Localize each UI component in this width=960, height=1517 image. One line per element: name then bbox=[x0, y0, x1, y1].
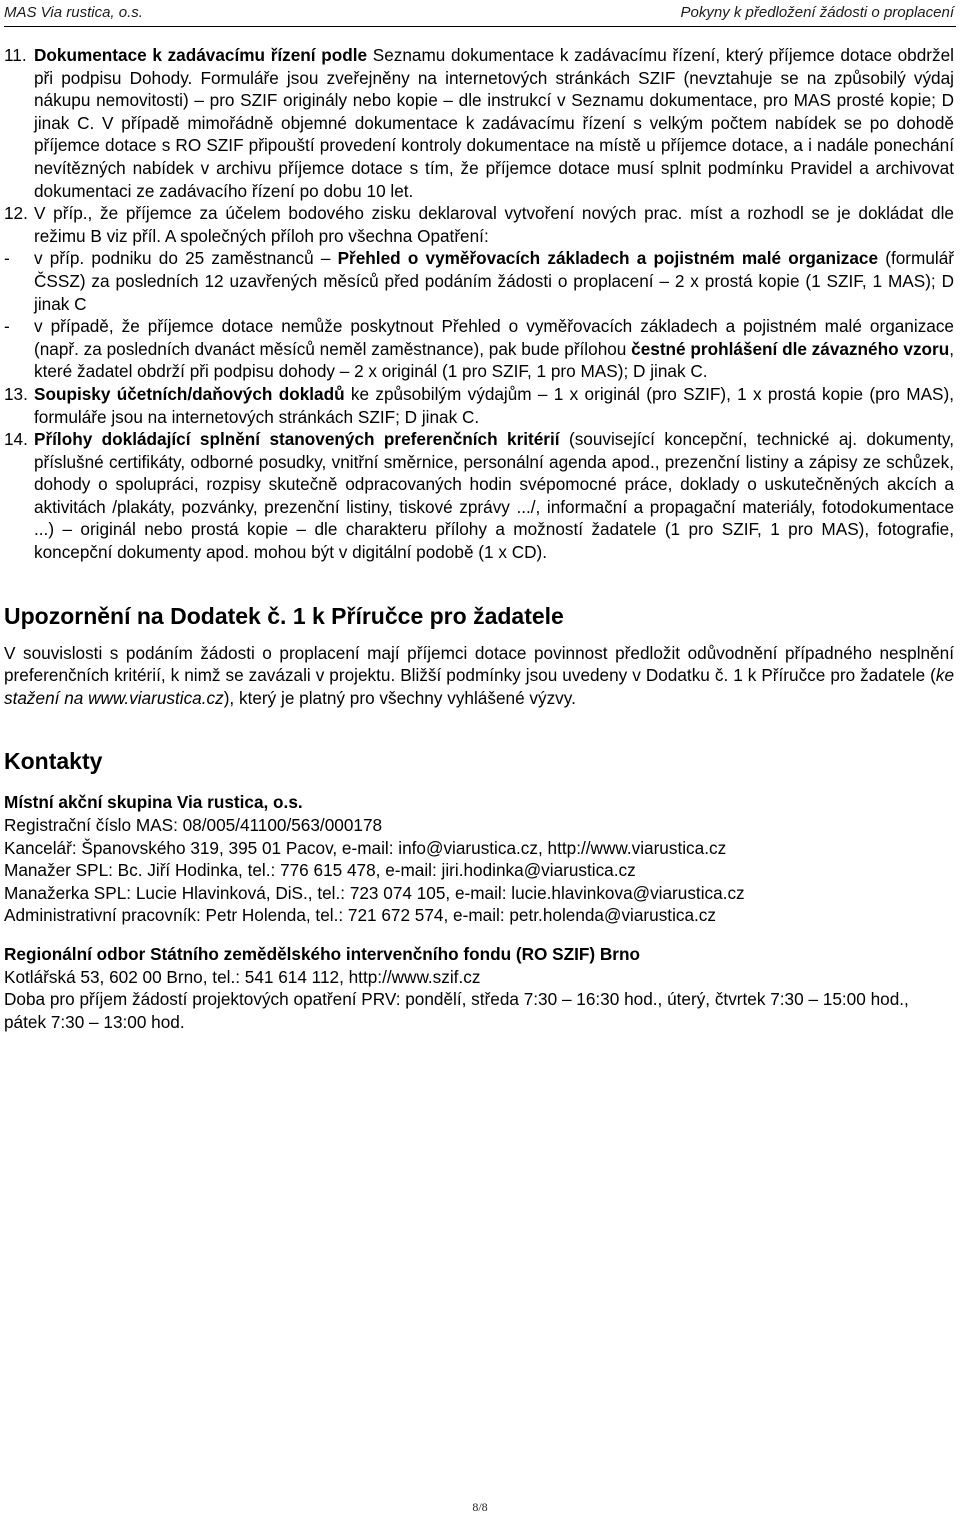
item-body: ke způsobilým výdajům – 1 x originál (pro SZIF), 1 x prostá kopie (pro MAS), formuláře jsou na internetových stránkách SZIF; D jinak C. bbox=[34, 383, 955, 427]
item-number: 12. bbox=[4, 203, 28, 224]
contact-mas-line: Manažer SPL: Bc. Jiří Hodinka, tel.: 776 615 478, e-mail: jiri.hodinka@viarustica.cz bbox=[4, 860, 636, 881]
item-text bbox=[34, 44, 954, 202]
dash-text-bold: Přehled o vyměřovacích základech a pojistném malé organizace bbox=[337, 248, 879, 269]
item-bold-lead: Dokumentace k zadávacímu řízení podle bbox=[34, 45, 368, 65]
contact-mas-line: Registrační číslo MAS: 08/005/41100/563/000178 bbox=[4, 815, 383, 836]
dash-text-pre: v příp. podniku do 25 zaměstnanců – bbox=[34, 248, 338, 269]
header-organization: MAS Via rustica, o.s. bbox=[4, 4, 143, 21]
dash-mark: - bbox=[4, 316, 10, 337]
upozorneni-link-note: ke stažení na www.viarustica.cz bbox=[4, 665, 954, 708]
contact-szif-address: Kotlářská 53, 602 00 Brno, tel.: 541 614 112, http://www.szif.cz bbox=[4, 966, 481, 987]
item-text bbox=[34, 428, 954, 564]
item-bold-lead: Přílohy dokládající splnění stanovených preferenčních kritérií bbox=[34, 429, 560, 450]
upozorneni-paragraph bbox=[4, 642, 954, 710]
section-heading-kontakty: Kontakty bbox=[4, 748, 103, 775]
dash-text-post: (formulář ČSSZ) za posledních 12 uzavřených měsíců před podáním žádosti o proplacení – 2 x prostá kopie (1 SZIF, 1 MAS); D jinak C bbox=[34, 248, 954, 314]
item-body: Seznamu dokumentace k zadávacímu řízení, který příjemce dotace obdržel při podpisu Dohody. Formuláře jsou zveřejněny na internetových stránkách SZIF (nevztahuje se na způsobilý výdaj nákupu nemovitosti) – pro SZIF originály nebo kopie – dle instrukcí v Seznamu dokumentace, pro MAS prosté kopie; D jinak C. V případě mimořádně objemné dokumentace k zadávacímu řízení s velkým počtem nabídek se po dohodě příjemce dotace s RO SZIF připouští provedení kontroly dokumentace na místě u příjemce dotace, a i nadále ponechání nevítězných nabídek v archivu příjemce dotace s tím, že příjemce dotace musí splnit podmínku Pravidel a archivovat dokumentaci ze zadávacího řízení po dobu 10 let. bbox=[34, 45, 954, 201]
list-item-13 bbox=[4, 383, 954, 428]
contact-mas-line: Manažerka SPL: Lucie Hlavinková, DiS., tel.: 723 074 105, e-mail: lucie.hlavinkova@viarustica.cz bbox=[4, 882, 745, 903]
contact-block-szif bbox=[4, 943, 954, 1033]
header-document-title: Pokyny k předložení žádosti o proplacení bbox=[680, 4, 954, 21]
item-number: 13. bbox=[4, 383, 28, 404]
dash-text-bold: čestné prohlášení dle závazného vzoru bbox=[631, 338, 950, 359]
item-number: 11. bbox=[4, 45, 27, 65]
item-body: (související koncepční, technické aj. dokumenty, příslušné certifikáty, odborné posudky, vnitřní směrnice, personální agenda apod., prezenční listiny a zápisy ze schůzek, dohody o spolupráci, rozpisy skutečně odpracovaných hodin svépomocné práce, doklady o uskutečněných akcích a aktivitách /plakáty, pozvánky, prezenční listiny, tiskové zprávy .../, informační a propagační materiály, fotodokumentace ...) – originál nebo prostá kopie – dle charakteru přílohy a možností žadatele (1 pro SZIF, 1 pro MAS), fotografie, koncepční dokumenty apod. mohou být v digitální podobě (1 x CD). bbox=[34, 429, 954, 563]
list-item-14 bbox=[4, 428, 954, 564]
dash-mark: - bbox=[4, 248, 10, 269]
upozorneni-text-post: ), který je platný pro všechny vyhlášené výzvy. bbox=[223, 687, 576, 708]
page-header bbox=[4, 0, 956, 27]
item-number: 14. bbox=[4, 429, 28, 450]
dash-text-post: , které žadatel obdrží při podpisu dohody – 2 x originál (1 pro SZIF, 1 pro MAS); D jinak C. bbox=[34, 338, 955, 382]
page-content bbox=[4, 44, 954, 1033]
upozorneni-text-pre: V souvislosti s podáním žádosti o proplacení mají příjemci dotace povinnost předložit odůvodnění případného nesplnění preferenčních kritérií, k nimž se zavázali v projektu. Bližší podmínky jsou uvedeny v Dodatku č. 1 k Příručce pro žadatele ( bbox=[4, 642, 954, 686]
contact-mas-line: Kancelář: Španovského 319, 395 01 Pacov, e-mail: info@viarustica.cz, http://www.viarustica.cz bbox=[4, 837, 727, 858]
item-text bbox=[34, 383, 954, 428]
contact-mas-name: Místní akční skupina Via rustica, o.s. bbox=[4, 792, 303, 813]
item-text: V příp., že příjemce za účelem bodového zisku deklaroval vytvoření nových prac. míst a rozhodl se je dokládat dle režimu B viz příl. A společných příloh pro všechna Opatření: bbox=[34, 203, 954, 246]
dash-item-1 bbox=[4, 247, 954, 315]
contact-block-mas bbox=[4, 791, 954, 927]
dash-item-2 bbox=[4, 315, 954, 383]
contact-szif-hours: Doba pro příjem žádostí projektových opatření PRV: pondělí, středa 7:30 – 16:30 hod., úterý, čtvrtek 7:30 – 15:00 hod., pátek 7:30 – 13:00 hod. bbox=[4, 989, 909, 1032]
section-heading-upozorneni: Upozornění na Dodatek č. 1 k Příručce pro žadatele bbox=[4, 602, 564, 629]
dash-text bbox=[34, 315, 954, 383]
list-item-11 bbox=[4, 44, 954, 202]
contact-szif-name: Regionální odbor Státního zemědělského intervenčního fondu (RO SZIF) Brno bbox=[4, 944, 640, 964]
dash-text bbox=[34, 247, 954, 315]
contact-mas-line: Administrativní pracovník: Petr Holenda, tel.: 721 672 574, e-mail: petr.holenda@viarustica.cz bbox=[4, 905, 716, 926]
item-bold-lead: Soupisky účetních/daňových dokladů bbox=[34, 383, 345, 404]
page-number: 8/8 bbox=[472, 1500, 488, 1514]
dash-text-pre: v případě, že příjemce dotace nemůže poskytnout Přehled o vyměřovacích základech a pojistném malé organizace (např. za posledních dvanáct měsíců neměl zaměstnance), pak bude přílohou bbox=[34, 316, 954, 359]
list-item-12 bbox=[4, 202, 954, 247]
